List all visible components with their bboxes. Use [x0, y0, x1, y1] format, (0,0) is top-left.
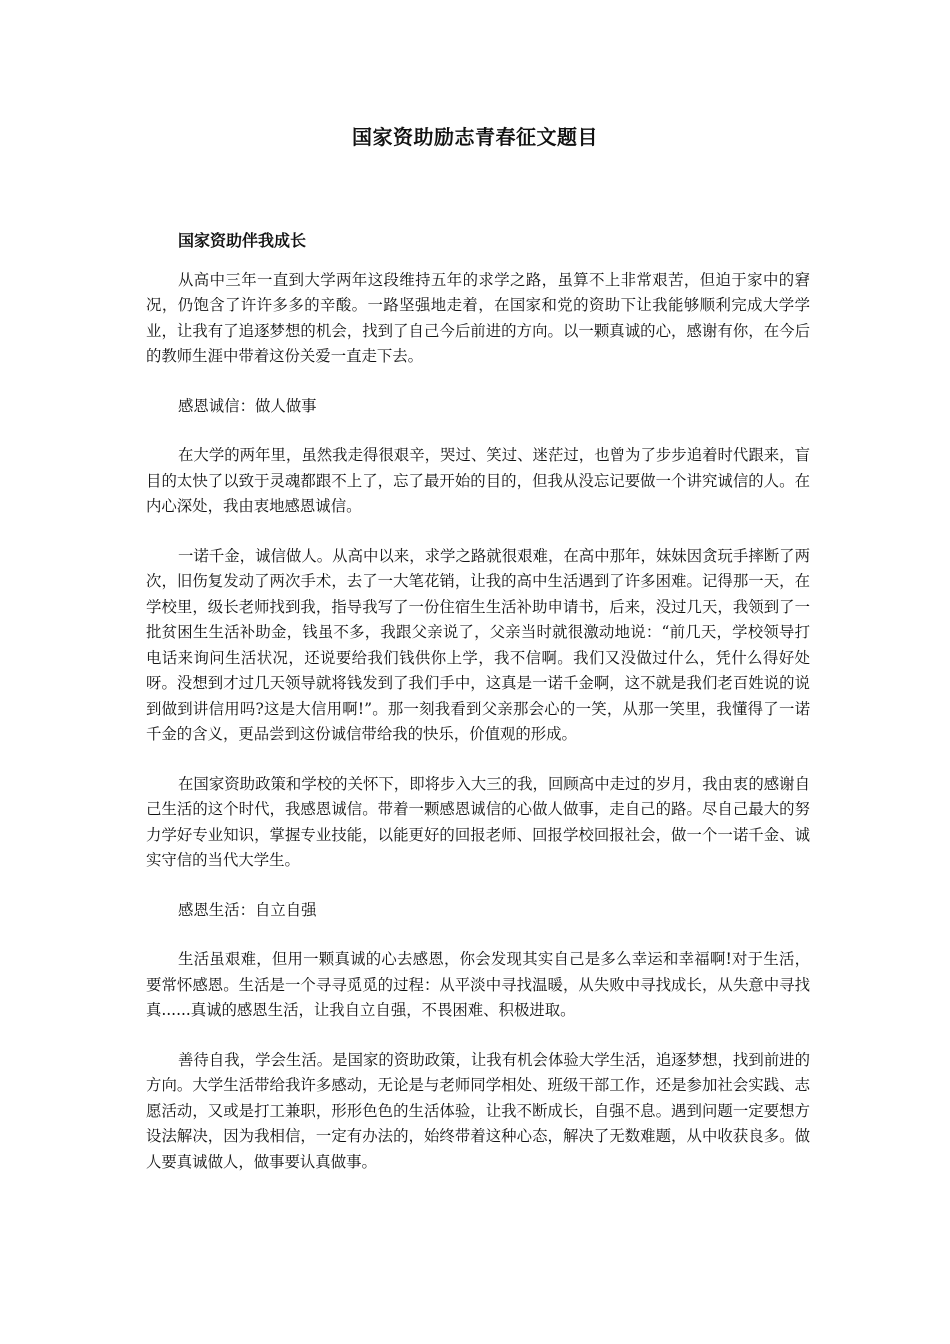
section-heading: 国家资助伴我成长	[178, 231, 307, 250]
paragraph-gratitude: 在国家资助政策和学校的关怀下，即将步入大三的我，回顾高中走过的岁月，我由衷的感谢自己生活的这个时代，我感恩诚信。带着一颗感恩诚信的心做人做事，走自己的路。尽自己最大的努力学好专业知识，掌握专业技能，以能更好的回报老师、回报学校回报社会，做一个一诺千金、诚实守信的当代大学生。	[146, 774, 810, 869]
paragraph-promise: 一诺千金，诚信做人。从高中以来，求学之路就很艰难，在高中那年，妹妹因贪玩手摔断了两次，旧伤复发动了两次手术，去了一大笔花销，让我的高中生活遇到了许多困难。记得那一天，在学校里，级长老师找到我，指导我写了一份住宿生生活补助申请书，后来，没过几天，我领到了一批贫困生生活补助金，钱虽不多，我跟父亲说了，父亲当时就很激动地说：“前几天，学校领导打电话来询问生活状况，还说要给我们钱供你上学，我不信啊。我们又没做过什么，凭什么得好处呀。没想到才过几天领导就将钱发到了我们手中，这真是一诺千金啊，这不就是我们老百姓说的说到做到讲信用吗?这是大信用啊!”。那一刻我看到父亲那会心的一笑，从那一笑里，我懂得了一诺千金的含义，更品尝到这份诚信带给我的快乐，价值观的形成。	[146, 546, 810, 743]
paragraph-self: 善待自我，学会生活。是国家的资助政策，让我有机会体验大学生活，追逐梦想，找到前进的方向。大学生活带给我许多感动，无论是与老师同学相处、班级干部工作，还是参加社会实践、志愿活动，又或是打工兼职，形形色色的生活体验，让我不断成长，自强不息。遇到问题一定要想方设法解决，因为我相信，一定有办法的，始终带着这种心态，解决了无数难题，从中收获良多。做人要真诚做人，做事要认真做事。	[146, 1050, 810, 1171]
subheading-life: 感恩生活：自立自强	[178, 900, 317, 919]
document-body	[146, 228, 810, 1199]
paragraph-college-years: 在大学的两年里，虽然我走得很艰辛，哭过、笑过、迷茫过，也曾为了步步追着时代跟来，盲目的太快了以致于灵魂都跟不上了，忘了最开始的目的，但我从没忘记要做一个讲究诚信的人。在内心深处，我由衷地感恩诚信。	[146, 446, 810, 515]
document-title: 国家资助励志青春征文题目	[352, 125, 598, 149]
subheading-integrity: 感恩诚信：做人做事	[178, 396, 317, 415]
paragraph-life: 生活虽艰难，但用一颗真诚的心去感恩，你会发现其实自己是多么幸运和幸福啊!对于生活，要常怀感恩。生活是一个寻寻觅觅的过程：从平淡中寻找温暖，从失败中寻找成长，从失意中寻找真......真诚的感恩生活，让我自立自强，不畏困难、积极进取。	[146, 950, 810, 1019]
paragraph-intro: 从高中三年一直到大学两年这段维持五年的求学之路，虽算不上非常艰苦，但迫于家中的窘况，仍饱含了许许多多的辛酸。一路坚强地走着，在国家和党的资助下让我能够顺利完成大学学业，让我有了追逐梦想的机会，找到了自己今后前进的方向。以一颗真诚的心，感谢有你，在今后的教师生涯中带着这份关爱一直走下去。	[146, 270, 810, 365]
